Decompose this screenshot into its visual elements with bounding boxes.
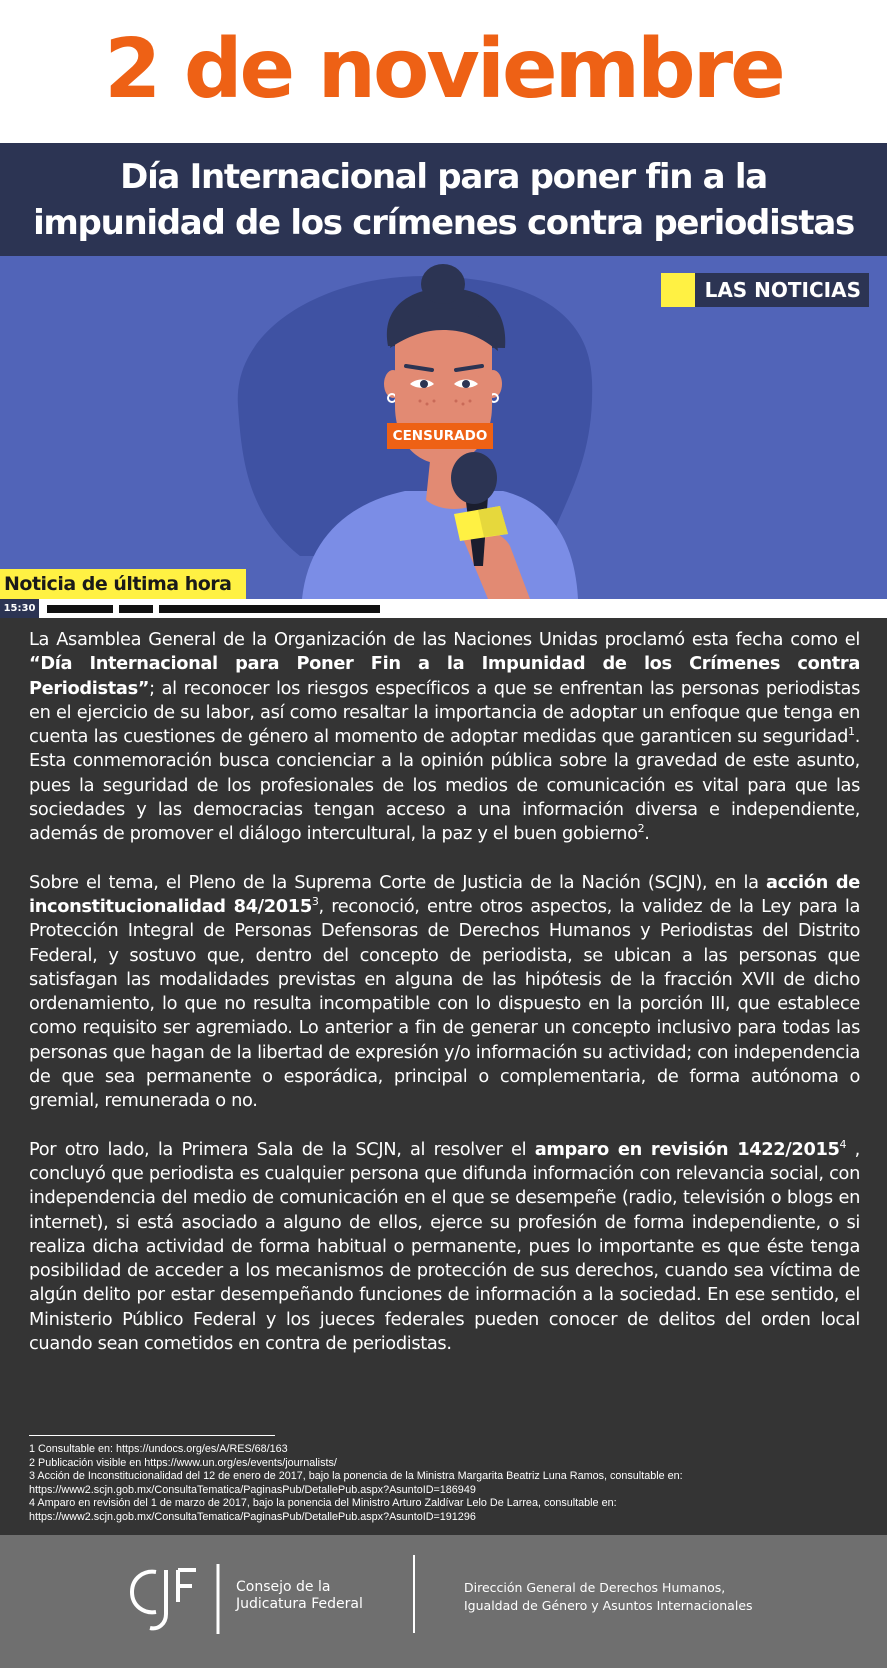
org-name-line-2: Judicatura Federal xyxy=(236,1596,363,1612)
date-title: 2 de noviembre xyxy=(104,21,783,117)
footnote-1: 1 Consultable en: https://undocs.org/es/A/RES/68/163 xyxy=(29,1443,288,1455)
footnote-2: 2 Publicación visible en https://www.un.org/es/events/journalists/ xyxy=(29,1456,337,1469)
article-body xyxy=(0,618,887,1535)
title-line-1: Día Internacional para poner fin a la xyxy=(120,156,767,197)
ticker-bar xyxy=(159,605,380,613)
left-pupil xyxy=(420,380,428,388)
paragraph-2: Sobre el tema, el Pleno de la Suprema Corte de Justicia de la Nación (SCJN), en la acción de inconstitucionalidad 84/2015$^3$, reconoció, entre otros aspectos, la validez de la Ley para la Protección Integral de Personas Defensoras de Derechos Humanos y Periodistas del Distrito Federal, y sostuvo que, dentro del concepto de periodista, se ubican a las personas que satisfagan las modalidades previstas en alguna de las hipótesis de la fracción XVII de dicho ordenamiento, lo que no resulta incompatible con lo dispuesto en la porción III, que establece como requisito ser agremiado. Lo anterior a fin de generar un concepto inclusivo para todas las personas que hagan de la libertad de expresión y/o información su actividad; con independencia de que sea permanente o esporádica, principal o complementaria, de forma autónoma o gremial, remunerada o no. xyxy=(29,871,860,1112)
footnote-4-link[interactable]: https://www2.scjn.gob.mx/ConsultaTematica/PaginasPub/DetallePub.aspx?AsuntoID=191296 xyxy=(29,1510,476,1523)
footnotes xyxy=(29,1435,860,1524)
journalist-illustration xyxy=(0,256,887,599)
title-band xyxy=(0,143,887,256)
department-line-1: Dirección General de Derechos Humanos, xyxy=(464,1580,726,1595)
brand-label: LAS NOTICIAS xyxy=(695,273,869,307)
cjf-logo xyxy=(126,1562,222,1634)
footer-divider xyxy=(413,1555,415,1633)
news-brand-tag xyxy=(661,273,869,307)
org-name xyxy=(236,1579,363,1613)
right-pupil xyxy=(462,380,470,388)
department-line-2: Igualdad de Género y Asuntos Internacionales xyxy=(464,1598,753,1613)
ticker-time: 15:30 xyxy=(0,599,39,618)
footnote-rule xyxy=(29,1435,275,1436)
hair-bun xyxy=(421,264,465,304)
footnote-3: 3 Acción de Inconstitucionalidad del 12 de enero de 2017, bajo la ponencia de la Ministra Margarita Beatriz Luna Ramos, consultable en: xyxy=(29,1470,683,1482)
footnote-3-link[interactable]: https://www2.scjn.gob.mx/ConsultaTematica/PaginasPub/DetallePub.aspx?AsuntoID=186949 xyxy=(29,1483,476,1496)
date-header xyxy=(0,0,887,143)
footer xyxy=(0,1535,887,1668)
breaking-news-banner: Noticia de última hora xyxy=(0,569,246,599)
news-ticker xyxy=(0,599,887,618)
ticker-bar xyxy=(119,605,153,613)
department-name xyxy=(464,1579,753,1615)
mic-head xyxy=(451,452,497,504)
brand-square xyxy=(661,273,695,307)
title-line-2: impunidad de los crímenes contra periodistas xyxy=(33,202,854,243)
censored-label: CENSURADO xyxy=(387,423,493,449)
footnote-4: 4 Amparo en revisión del 1 de marzo de 2017, bajo la ponencia del Ministro Arturo Zaldívar Lelo De Larrea, consultable en: xyxy=(29,1497,617,1509)
paragraph-1: La Asamblea General de la Organización de las Naciones Unidas proclamó esta fecha como el “Día Internacional para Poner Fin a la Impunidad de los Crímenes contra Periodistas”; al reconocer los riesgos específicos a que se enfrentan las personas periodistas en el ejercicio de su labor, así como resaltar la importancia de adoptar un enfoque que tenga en cuenta las cuestiones de género al momento de adoptar medidas que garanticen su seguridad$^1$. Esta conmemoración busca concienciar a la opinión pública sobre la gravedad de este asunto, pues la seguridad de los profesionales de los medios de comunicación es vital para que las sociedades y las democracias tengan acceso a una información diversa e independiente, además de promover el diálogo intercultural, la paz y el buen gobierno$^2$. xyxy=(29,629,860,845)
org-name-line-1: Consejo de la xyxy=(236,1579,331,1595)
paragraph-3: Por otro lado, la Primera Sala de la SCJN, al resolver el amparo en revisión 1422/2015$^4$ , concluyó que periodista es cualquier persona que difunda información con relevancia social, con independencia del medio de comunicación en el que se desempeñe (radio, televisión o blogs en internet), si está asociado a alguno de ellos, ejerce su profesión de forma independiente, o si realiza dicha actividad de forma habitual o permanente, pues lo importante es que éste tenga posibilidad de acceder a los mecanismos de protección de sus derechos, cuando sea víctima de algún delito por estar desempeñando funciones de información a la sociedad. En ese sentido, el Ministerio Público Federal y los jueces federales pueden conocer de delitos del orden local cuando sean cometidos en contra de periodistas. xyxy=(29,1137,860,1355)
ticker-bar xyxy=(47,605,113,613)
